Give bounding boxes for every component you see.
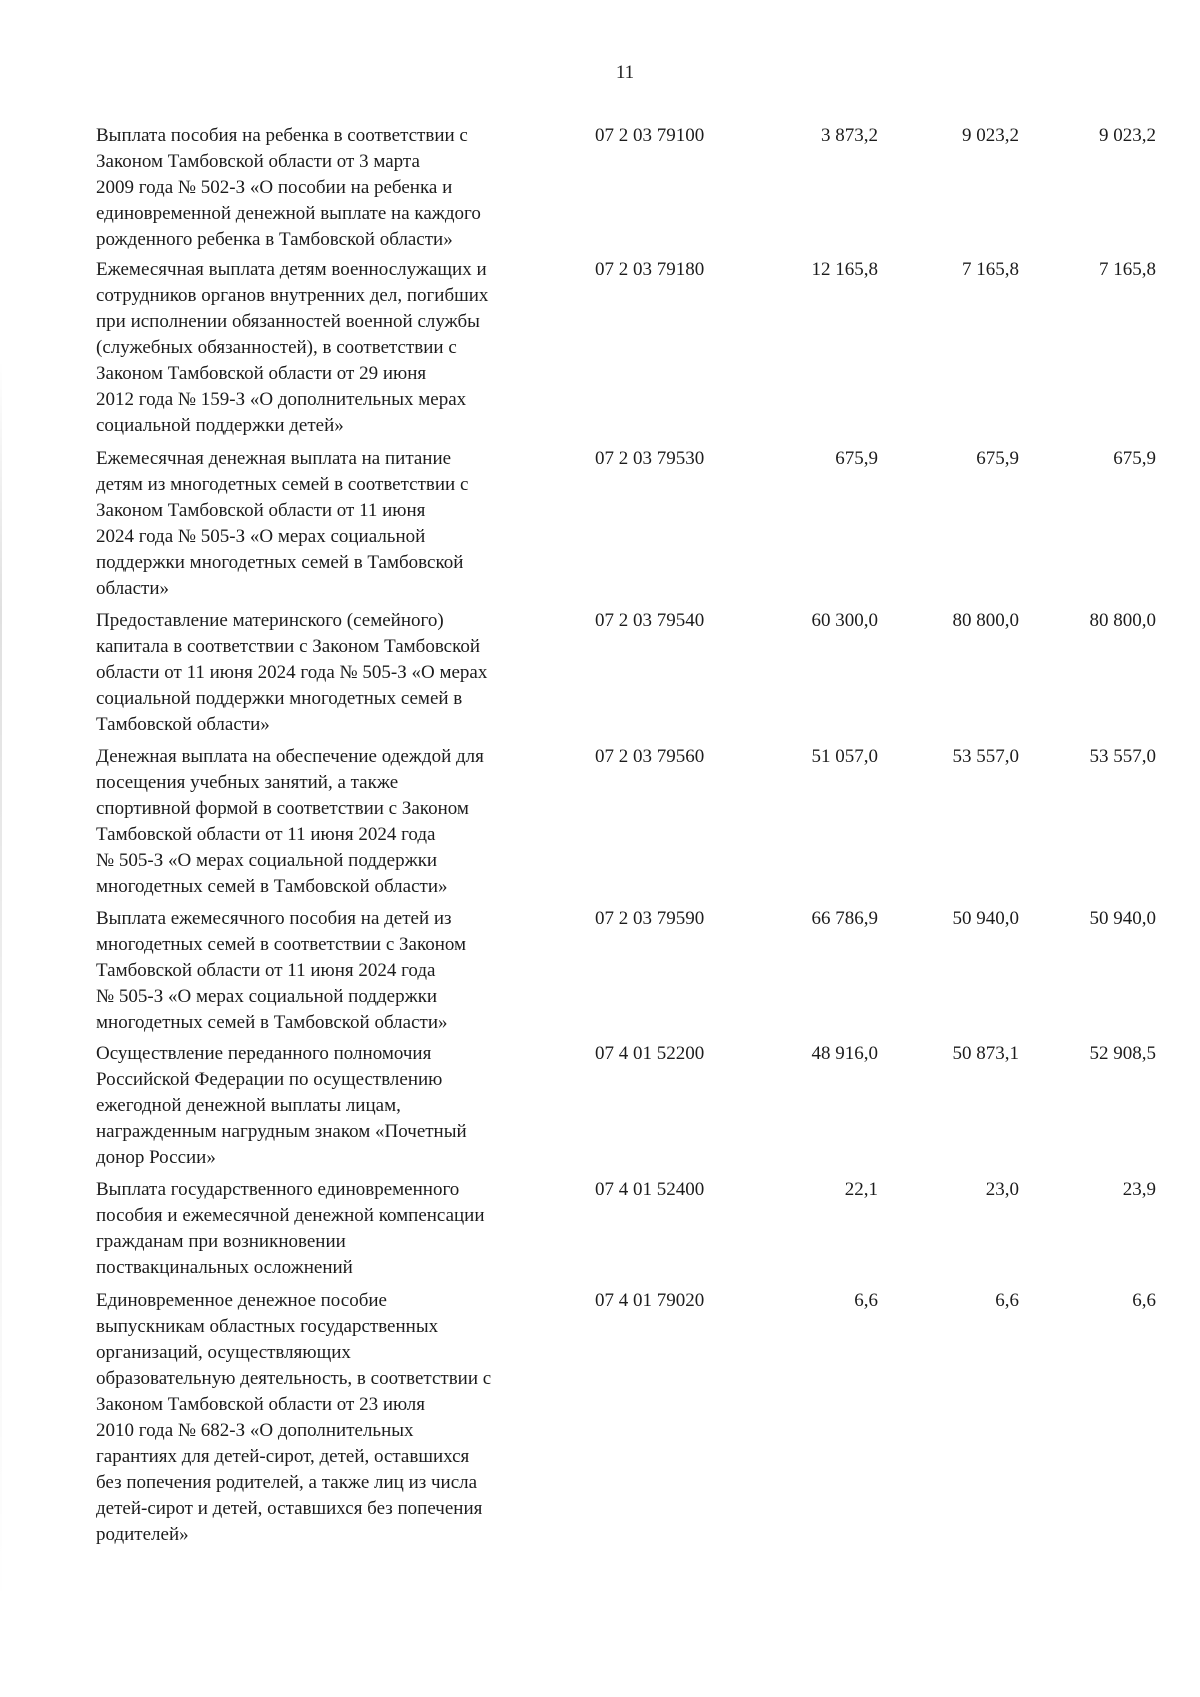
row-value-1: 22,1 [844, 1179, 878, 1200]
row-value-1: 3 873,2 [821, 125, 878, 146]
row-code: 07 4 01 52400 [595, 1179, 705, 1200]
row-description: Выплата ежемесячного пособия на детей из многодетных семей в соответствии с Законом Тамбовской области от 11 июня 2024 года № 505-З «О мерах социальной поддержки многодетных семей в Тамбовской области» [96, 908, 467, 1033]
row-value-2: 80 800,0 [952, 610, 1019, 631]
row-value-2: 23,0 [985, 1179, 1019, 1200]
row-value-3: 23,9 [1122, 1179, 1156, 1200]
row-value-1: 51 057,0 [811, 746, 878, 767]
row-value-1: 675,9 [835, 448, 878, 469]
row-value-2: 50 873,1 [952, 1043, 1019, 1064]
row-code: 07 2 03 79180 [595, 259, 705, 280]
row-code: 07 4 01 52200 [595, 1043, 705, 1064]
row-description: Предоставление материнского (семейного) капитала в соответствии с Законом Тамбовской области от 11 июня 2024 года № 505-З «О мерах социальной поддержки многодетных семей в Тамбовской области» [96, 610, 488, 735]
row-value-3: 675,9 [1113, 448, 1156, 469]
row-value-3: 52 908,5 [1089, 1043, 1156, 1064]
row-value-3: 6,6 [1132, 1290, 1156, 1311]
row-value-1: 12 165,8 [811, 259, 878, 280]
row-code: 07 2 03 79560 [595, 746, 705, 767]
row-description: Ежемесячная выплата детям военнослужащих и сотрудников органов внутренних дел, погибших при исполнении обязанностей военной службы (служебных обязанностей), в соответствии с Законом Тамбовской области от 29 июня 2012 года № 159-З «О дополнительных мерах социальной поддержки детей» [96, 259, 489, 436]
row-value-1: 66 786,9 [811, 908, 878, 929]
row-code: 07 2 03 79590 [595, 908, 705, 929]
row-description: Единовременное денежное пособие выпускникам областных государственных организаций, осуществляющих образовательную деятельность, в соответствии с Законом Тамбовской области от 23 июля 2010 года № 682-З «О дополнительных гарантиях для детей-сирот, детей, оставшихся без попечения родителей, а также лиц из числа детей-сирот и детей, оставшихся без попечения родителей» [96, 1290, 492, 1545]
row-value-2: 53 557,0 [952, 746, 1019, 767]
row-code: 07 2 03 79530 [595, 448, 705, 469]
row-code: 07 4 01 79020 [595, 1290, 705, 1311]
row-description: Ежемесячная денежная выплата на питание детям из многодетных семей в соответствии с Законом Тамбовской области от 11 июня 2024 года № 505-З «О мерах социальной поддержки многодетных семей в Тамбовской области» [96, 448, 469, 599]
row-code: 07 2 03 79100 [595, 125, 705, 146]
row-value-2: 675,9 [976, 448, 1019, 469]
row-value-2: 6,6 [995, 1290, 1019, 1311]
row-value-3: 7 165,8 [1099, 259, 1156, 280]
row-description: Денежная выплата на обеспечение одеждой для посещения учебных занятий, а также спортивной формой в соответствии с Законом Тамбовской области от 11 июня 2024 года № 505-З «О мерах социальной поддержки многодетных семей в Тамбовской области» [96, 746, 484, 897]
row-value-3: 53 557,0 [1089, 746, 1156, 767]
page-number: 11 [615, 62, 635, 83]
row-value-2: 9 023,2 [962, 125, 1019, 146]
row-value-1: 6,6 [854, 1290, 878, 1311]
row-description: Выплата пособия на ребенка в соответствии с Законом Тамбовской области от 3 марта 2009 года № 502-З «О пособии на ребенка и единовременной денежной выплате на каждого рожденного ребенка в Тамбовской области» [96, 125, 481, 250]
row-value-1: 60 300,0 [811, 610, 878, 631]
row-code: 07 2 03 79540 [595, 610, 705, 631]
scan-shadow-edge [0, 360, 2, 1610]
row-value-3: 9 023,2 [1099, 125, 1156, 146]
row-description: Выплата государственного единовременного пособия и ежемесячной денежной компенсации гражданам при возникновении поствакцинальных осложнений [96, 1179, 485, 1278]
row-value-2: 50 940,0 [952, 908, 1019, 929]
row-description: Осуществление переданного полномочия Российской Федерации по осуществлению ежегодной денежной выплаты лицам, награжденным нагрудным знаком «Почетный донор России» [96, 1043, 467, 1168]
row-value-3: 50 940,0 [1089, 908, 1156, 929]
row-value-2: 7 165,8 [962, 259, 1019, 280]
row-value-1: 48 916,0 [811, 1043, 878, 1064]
row-value-3: 80 800,0 [1089, 610, 1156, 631]
